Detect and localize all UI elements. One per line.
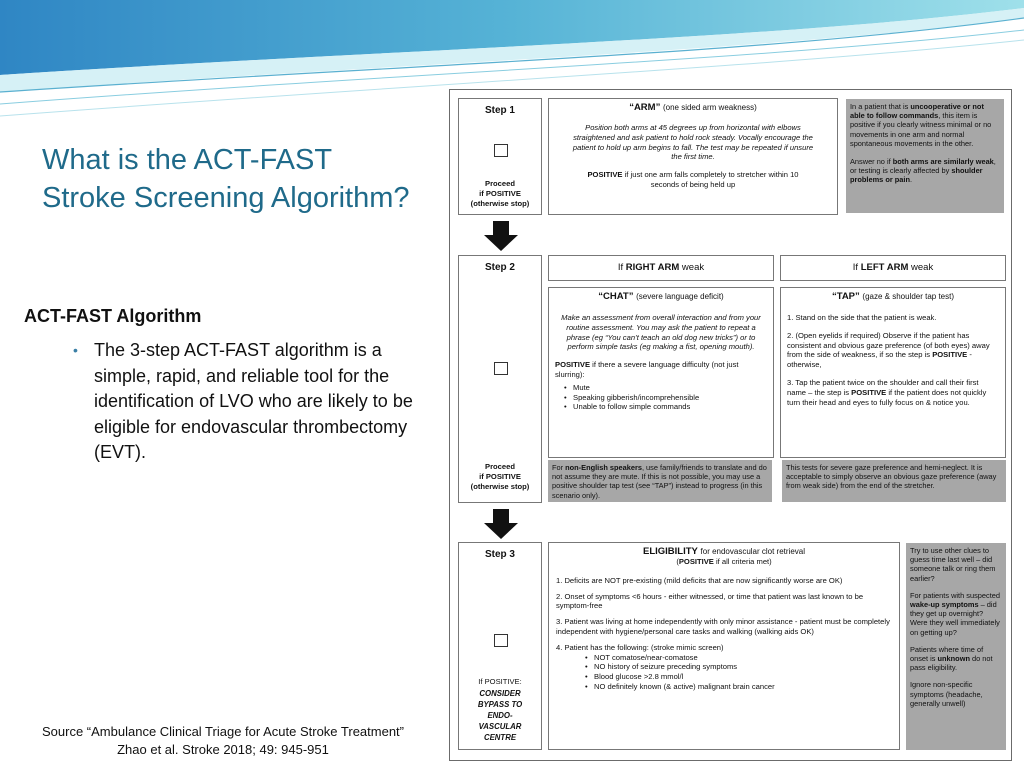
right-arm-weak-box — [548, 255, 774, 281]
eligibility-positive — [556, 557, 892, 567]
right-arm-pre: If — [617, 262, 626, 273]
list-item: • NO history of seizure preceding symptoms — [594, 662, 892, 672]
arm-positive-text: if just one arm falls completely to stretcher within 10 seconds of being held up — [624, 170, 799, 189]
step1-note1-pre: In a patient that is — [850, 102, 911, 111]
chat-positive-label: POSITIVE — [555, 360, 591, 370]
step3-note3-pre: Patients where time of onset is — [910, 644, 984, 664]
list-item: • NOT comatose/near-comatose — [594, 653, 892, 663]
step2-panel — [458, 255, 542, 503]
bullet-text: The 3-step ACT-FAST algorithm is a simple, rapid, and reliable tool for the identification of LVO who are likely to be eligible for endovascular thrombectomy (EVT). — [94, 340, 413, 462]
left-arm-weak-box — [780, 255, 1006, 281]
step3-note2 — [910, 591, 1002, 637]
section-heading: ACT-FAST Algorithm — [24, 306, 202, 326]
step2-note-left — [548, 460, 772, 502]
tap-step3-text: 3. Tap the patient twice on the shoulder and call their first name – the step is — [787, 377, 979, 397]
left-arm-pre: If — [852, 262, 861, 273]
criterion-4: 4. Patient has the following: (stroke mimic screen) — [556, 642, 724, 652]
tap-step2-bold: POSITIVE — [932, 350, 968, 360]
source-line1: Source “Ambulance Clinical Triage for Acute Stroke Treatment” — [42, 724, 404, 739]
right-arm-bold: RIGHT ARM — [625, 262, 680, 273]
arm-heading — [557, 103, 829, 113]
eligibility-positive-bold: POSITIVE — [678, 557, 714, 566]
step3-note2-post: – did they get up overnight? Were they well immediately on getting up? — [910, 600, 1000, 637]
arm-title: “ARM” — [629, 102, 661, 113]
eligibility-heading — [556, 547, 892, 557]
left-arm-post: weak — [908, 262, 934, 273]
step1-note2-pre: Answer no if — [850, 157, 893, 167]
tap-step3-post: if the patient does not quickly turn their head and eyes to fully focus on & notice you. — [787, 387, 987, 407]
step1-note2-mid: , or testing is clearly affected by — [850, 157, 996, 176]
step3-notes — [906, 543, 1006, 750]
chat-criteria-list — [561, 383, 767, 412]
eligibility-positive-post: if all criteria met) — [713, 557, 772, 566]
step1-proceed-line2: if POSITIVE — [479, 189, 521, 198]
step2-note-left-bold: non-English speakers — [565, 463, 642, 472]
step2-proceed-line1: Proceed — [485, 462, 515, 471]
chat-box — [548, 287, 774, 458]
bullet-point — [73, 338, 423, 466]
step1-note2-post: . — [909, 175, 913, 185]
list-item: • NO definitely known (& active) malignant brain cancer — [594, 682, 892, 692]
tap-step3-bold: POSITIVE — [851, 387, 887, 397]
act-fast-algorithm-figure — [449, 89, 1012, 761]
tap-step2-post: - otherwise, — [787, 350, 972, 370]
step3-note3-bold: unknown — [937, 654, 970, 664]
step3-note3-post: do not pass eligibility. — [910, 654, 993, 673]
step2-note-left-pre: For — [552, 463, 566, 472]
consider-line3: ENDO- — [487, 711, 513, 720]
list-item: • Unable to follow simple commands — [573, 402, 767, 412]
source-line2: Zhao et al. Stroke 2018; 49: 945-951 — [117, 742, 329, 757]
criterion-3: 3. Patient was living at home independently with only minor assistance - patient must be completely independent with hygiene/personal care tasks and walking (walking aids OK) — [556, 617, 890, 636]
chat-heading — [555, 292, 767, 302]
down-arrow-icon — [484, 509, 518, 539]
consider-line2: BYPASS TO — [477, 700, 523, 709]
eligibility-title: ELIGIBILITY — [642, 546, 698, 557]
chat-subtitle: (severe language deficit) — [636, 292, 724, 301]
left-arm-weak — [781, 263, 1005, 273]
step2-note-left-post: , use family/friends to translate and do not assume they are mute. If this is not possible, you may use a positive shoulder tap test (see “TAP”) instead to progress (in this scenario only). — [552, 463, 767, 500]
list-item: • Mute — [573, 383, 767, 393]
step1-proceed-line1: Proceed — [485, 179, 515, 188]
step3-if-positive: If POSITIVE: — [478, 677, 522, 686]
step3-label: Step 3 — [484, 549, 515, 560]
tap-step3 — [787, 378, 999, 407]
right-arm-post: weak — [679, 262, 705, 273]
step1-note1-bold: uncooperative or not able to follow commands — [850, 102, 984, 121]
criterion-4-list — [582, 653, 892, 692]
arm-subtitle: (one sided arm weakness) — [662, 103, 757, 112]
down-arrow-icon — [484, 221, 518, 251]
step1-arm-box — [548, 98, 838, 215]
step1-note2 — [850, 157, 1000, 185]
step1-note2-bold1: both arms are similarly weak — [892, 157, 994, 167]
chat-positive — [555, 360, 767, 380]
arm-positive-label: POSITIVE — [587, 170, 623, 180]
eligibility-box — [548, 542, 900, 750]
step3-note1: Try to use other clues to guess time last well – did someone talk or ring them earlier? — [910, 546, 996, 583]
step1-proceed-line3: (otherwise stop) — [470, 199, 530, 208]
step1-note1-post: , this item is positive if you clearly witness minimal or no movements in one arm and normal spontaneous movements in the other. — [850, 111, 992, 148]
arm-instructions: Position both arms at 45 degrees up from horizontal with elbows straightened and ask patient to hold rock steady. Vocally encourage the patient to hold up arm begins to fall. The test may be repeated if unsure the first time. — [572, 123, 814, 162]
eligibility-positive-pre: ( — [676, 557, 679, 566]
arm-positive — [557, 170, 829, 190]
right-arm-weak — [549, 263, 773, 273]
step2-proceed-line2: if POSITIVE — [479, 472, 521, 481]
chat-instructions: Make an assessment from overall interaction and from your routine assessment. You may ask the patient to repeat a phrase (eg “You can’t teach an old dog new tricks”) or to perform simple tasks (eg making a fist, opening mouth). — [561, 313, 761, 352]
tap-heading — [787, 292, 999, 302]
criterion-2: 2. Onset of symptoms <6 hours - either witnessed, or time that patient was last known to be symptom-free — [556, 591, 864, 611]
step3-checkbox[interactable] — [494, 634, 508, 647]
tap-step2-text: 2. (Open eyelids if required) Observe if the patient has consistent and obvious gaze preference (of both eyes) away from the side of weakness, if so the step is — [787, 330, 990, 360]
slide-title — [42, 141, 462, 217]
step2-checkbox[interactable] — [494, 362, 508, 375]
tap-title: “TAP” — [831, 291, 860, 302]
step3-note4: Ignore non-specific symptoms (headache, generally unwell) — [910, 680, 983, 708]
step2-note-right: This tests for severe gaze preference and hemi-neglect. It is acceptable to simply observe an obvious gaze preference (away from weak side) from the end of the stretcher. — [782, 460, 1006, 502]
step3-note2-bold: wake-up symptoms — [910, 600, 979, 610]
step2-proceed-line3: (otherwise stop) — [470, 482, 530, 491]
consider-line5: CENTRE — [483, 733, 517, 742]
left-arm-bold: LEFT ARM — [860, 262, 909, 273]
step1-note1 — [850, 102, 1000, 148]
list-item: • Speaking gibberish/incomprehensible — [573, 393, 767, 403]
tap-box — [780, 287, 1006, 458]
tap-subtitle: (gaze & shoulder tap test) — [862, 292, 955, 301]
step3-note2-pre: For patients with suspected — [910, 590, 1000, 600]
criterion-1: 1. Deficits are NOT pre-existing (mild deficits that are now significantly worse are OK) — [556, 575, 843, 585]
slide-title-line2: Stroke Screening Algorithm? — [42, 182, 410, 214]
eligibility-subtitle: for endovascular clot retrieval — [700, 547, 806, 556]
bullet-dot-icon: • — [73, 342, 78, 358]
step1-proceed — [459, 179, 541, 209]
step3-consider-bypass — [459, 688, 541, 743]
consider-line1: CONSIDER — [479, 689, 521, 698]
consider-line4: VASCULAR — [478, 722, 522, 731]
step1-checkbox[interactable] — [494, 144, 508, 157]
step1-label: Step 1 — [484, 105, 515, 116]
source-citation — [18, 723, 428, 759]
chat-title: “CHAT” — [598, 291, 634, 302]
chat-positive-text: if there a severe language difficulty (not just slurring): — [555, 360, 739, 379]
step3-panel — [458, 542, 542, 750]
tap-step1: 1. Stand on the side that the patient is weak. — [787, 313, 937, 322]
step2-proceed — [459, 462, 541, 492]
step1-panel — [458, 98, 542, 215]
slide-title-line1: What is the ACT-FAST — [42, 144, 333, 176]
step3-note3 — [910, 645, 1002, 673]
step2-label: Step 2 — [484, 262, 515, 273]
list-item: • Blood glucose >2.8 mmol/l — [594, 672, 892, 682]
step1-notes — [846, 99, 1004, 213]
step1-note2-bold2: shoulder problems or pain — [850, 166, 983, 185]
tap-step2 — [787, 331, 999, 370]
